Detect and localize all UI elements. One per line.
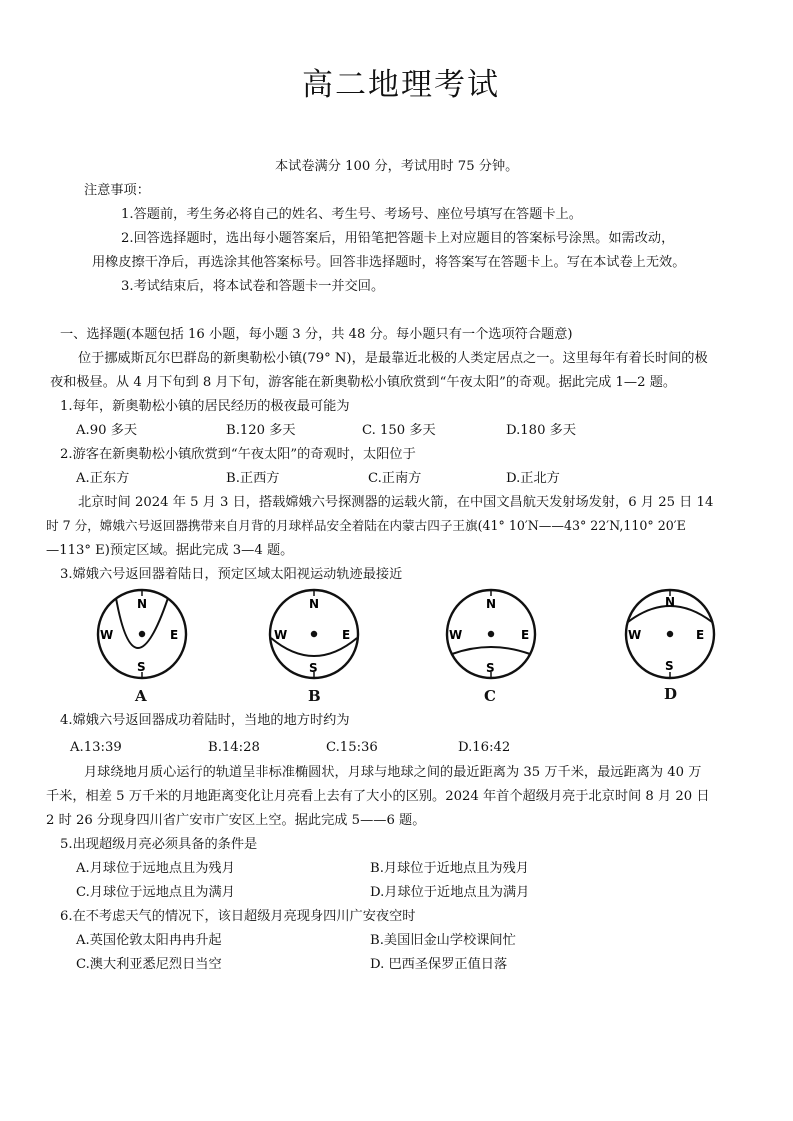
compass-n-label: N [665,595,676,609]
diagram-label-b: B [308,687,321,705]
passage-2-line-1: 北京时间 2024 年 5 月 3 日，搭载嫦娥六号探测器的运载火箭，在中国文昌航天发射场发射，6 月 25 日 14 [78,495,714,510]
page-title: 高二地理考试 [302,67,500,103]
compass-w-label: W [628,628,642,642]
question-2-stem: 2.游客在新奥勒松小镇欣赏到“午夜太阳”的奇观时，太阳位于 [60,447,416,462]
compass-e-label: E [521,628,530,642]
question-6-stem: 6.在不考虑天气的情况下，该日超级月亮现身四川广安夜空时 [60,909,416,924]
question-5-option-a: A.月球位于远地点且为残月 [76,861,235,876]
question-5-stem: 5.出现超级月亮必须具备的条件是 [60,837,258,852]
question-4-stem: 4.嫦娥六号返回器成功着陆时，当地的地方时约为 [60,713,350,728]
compass-e-label: E [696,628,705,642]
question-6-option-c: C.澳大利亚悉尼烈日当空 [76,957,222,972]
passage-2-line-3: —113° E)预定区域。据此完成 3—4 题。 [46,543,294,558]
compass-w-label: W [100,628,114,642]
compass-s-label: S [665,659,674,673]
question-1-option-b: B.120 多天 [226,423,296,438]
passage-3-line-1: 月球绕地月质心运行的轨道呈非标准椭圆状，月球与地球之间的最近距离为 35 万千米，最远距离为 40 万 [84,765,702,780]
compass-n-label: N [137,597,148,611]
exam-info: 本试卷满分 100 分，考试用时 75 分钟。 [275,159,519,174]
section-heading: 一、选择题(本题包括 16 小题，每小题 3 分，共 48 分。每小题只有一个选项符合题意) [60,327,573,342]
passage-3-line-3: 2 时 26 分现身四川省广安市广安区上空。据此完成 5——6 题。 [46,813,426,828]
question-4-option-a: A.13:39 [70,740,122,755]
question-5-option-b: B.月球位于近地点且为残月 [370,861,529,876]
question-6-option-a: A.英国伦敦太阳冉冉升起 [76,933,222,948]
question-2-option-d: D.正北方 [506,471,560,486]
diagram-label-d: D [664,685,678,703]
compass-s-label: S [486,661,495,675]
compass-w-label: W [449,628,463,642]
compass-e-label: E [170,628,179,642]
compass-n-label: N [309,597,320,611]
question-5-option-d: D.月球位于近地点且为满月 [370,885,530,900]
question-2-option-c: C.正南方 [368,471,422,486]
diagram-label-a: A [135,687,147,705]
question-6-option-b: B.美国旧金山学校课间忙 [370,933,516,948]
question-4-option-b: B.14:28 [208,740,260,755]
question-5-option-c: C.月球位于远地点且为满月 [76,885,235,900]
question-2-option-a: A.正东方 [76,471,130,486]
note-item-3: 3.考试结束后，将本试卷和答题卡一并交回。 [121,279,385,294]
compass-s-label: S [309,661,318,675]
question-3-stem: 3.嫦娥六号返回器着陆日，预定区域太阳视运动轨迹最接近 [60,567,403,582]
sun-path-diagram-b [266,588,362,684]
sun-path-diagram-d [622,588,718,684]
question-1-option-c: C. 150 多天 [362,423,436,438]
question-2-option-b: B.正西方 [226,471,280,486]
sun-path-diagram-a [94,588,190,684]
passage-1-line-2: 夜和极昼。从 4 月下旬到 8 月下旬，游客能在新奥勒松小镇欣赏到“午夜太阳”的奇观。据此完成 1—2 题。 [50,375,677,390]
sun-path-diagram-c [443,588,539,684]
question-4-option-d: D.16:42 [458,740,511,755]
question-1-option-a: A.90 多天 [76,423,138,438]
question-1-option-d: D.180 多天 [506,423,577,438]
question-6-option-d: D. 巴西圣保罗正值日落 [370,957,508,972]
question-4-option-c: C.15:36 [326,740,378,755]
notes-heading: 注意事项： [84,183,150,198]
diagram-label-c: C [484,687,496,705]
note-item-2-line-1: 2.回答选择题时，选出每小题答案后，用铅笔把答题卡上对应题目的答案标号涂黑。如需改动， [121,231,675,246]
passage-3-line-2: 千米，相差 5 万千米的月地距离变化让月亮看上去有了大小的区别。2024 年首个超级月亮于北京时间 8 月 20 日 [46,789,710,804]
compass-n-label: N [486,597,497,611]
note-item-1: 1.答题前，考生务必将自己的姓名、考生号、考场号、座位号填写在答题卡上。 [121,207,582,222]
compass-w-label: W [274,628,288,642]
passage-2-line-2: 时 7 分，嫦娥六号返回器携带来自月背的月球样品安全着陆在内蒙古四子王旗(41° 10′N——43° 22′N,110° 20′E [46,518,686,533]
note-item-2-line-2: 用橡皮擦干净后，再选涂其他答案标号。回答非选择题时，将答案写在答题卡上。写在本试卷上无效。 [92,255,686,270]
compass-s-label: S [137,660,146,674]
compass-e-label: E [342,628,351,642]
passage-1-line-1: 位于挪威斯瓦尔巴群岛的新奥勒松小镇(79° N)，是最靠近北极的人类定居点之一。这里每年有着长时间的极 [78,351,708,366]
question-1-stem: 1.每年，新奥勒松小镇的居民经历的极夜最可能为 [60,399,350,414]
